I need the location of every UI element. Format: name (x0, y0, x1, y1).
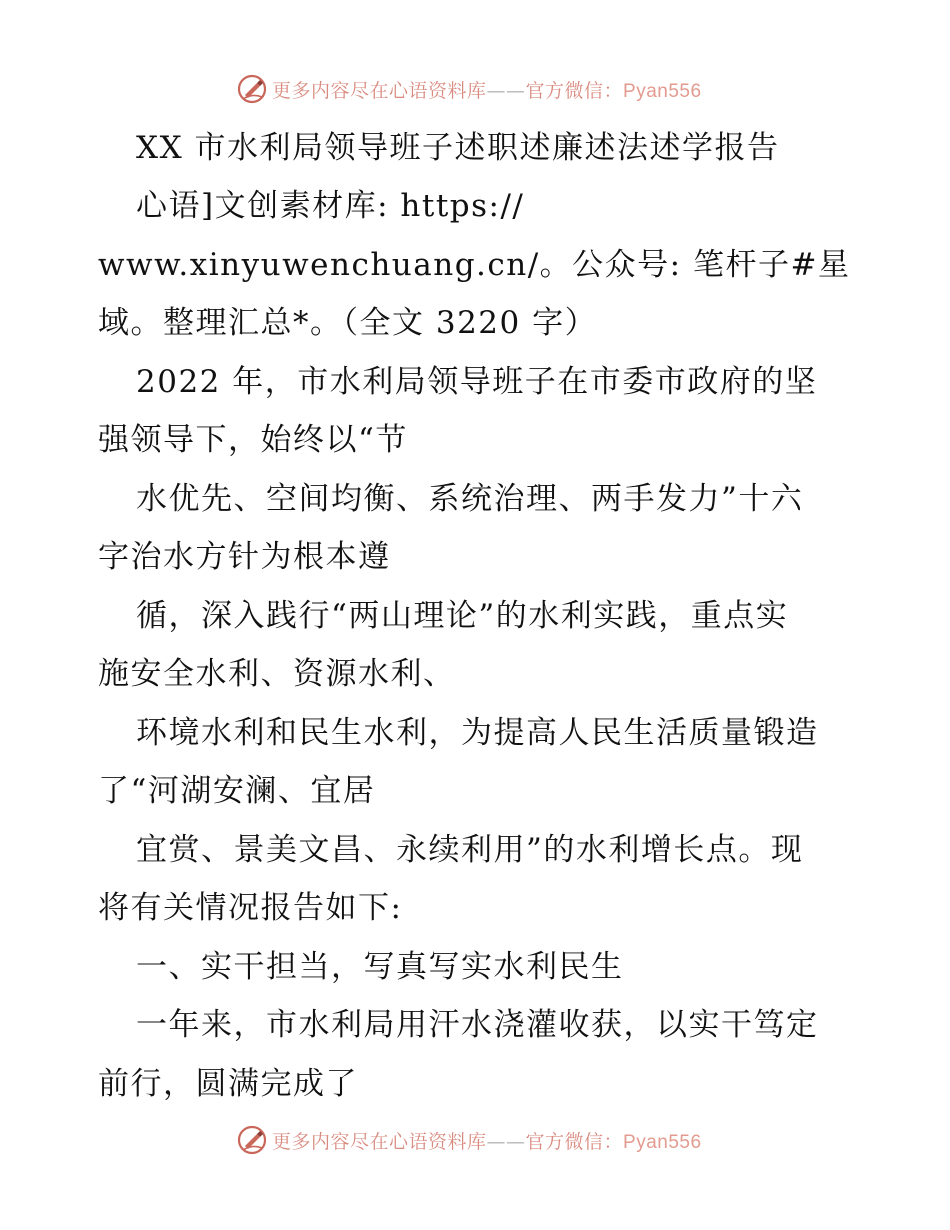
watermark-header (236, 72, 702, 106)
document-title: XX 市水利局领导班子述职述廉述法述学报告 (136, 130, 780, 166)
text-line: 一年来，市水利局用汗水浇灌收获，以实干笃定 (136, 1007, 819, 1043)
text-line: 了“河湖安澜、宜居 (98, 773, 376, 809)
watermark-text: 更多内容尽在心语资料库——官方微信：Pyan556 (272, 1130, 702, 1153)
text-line: 2022 年，市水利局领导班子在市委市政府的坚 (136, 364, 818, 400)
text-line: 字治水方针为根本遵 (98, 539, 391, 575)
watermark-text: 更多内容尽在心语资料库——官方微信：Pyan556 (272, 79, 702, 102)
text-line: 施安全水利、资源水利、 (98, 656, 456, 692)
text-line: www.xinyuwenchuang.cn/。公众号: 笔杆子#星 (98, 247, 851, 283)
text-line: 域。整理汇总*。（全文 3220 字） (98, 305, 598, 341)
text-line: 循，深入践行“两山理论”的水利实践，重点实 (136, 598, 789, 634)
logo-icon (236, 1124, 268, 1156)
text-line: 心语]文创素材库: https:// (136, 188, 525, 224)
text-line: 前行，圆满完成了 (98, 1066, 358, 1102)
text-line: 将有关情况报告如下: (98, 890, 403, 926)
section-heading: 一、实干担当，写真写实水利民生 (136, 949, 624, 985)
logo-icon (236, 73, 268, 105)
text-line: 环境水利和民生水利，为提高人民生活质量锻造 (136, 715, 819, 751)
text-line: 强领导下，始终以“节 (98, 422, 408, 458)
text-line: 宜赏、景美文昌、永续利用”的水利增长点。现 (136, 832, 804, 868)
watermark-footer (236, 1123, 702, 1157)
text-line: 水优先、空间均衡、系统治理、两手发力”十六 (136, 481, 804, 517)
